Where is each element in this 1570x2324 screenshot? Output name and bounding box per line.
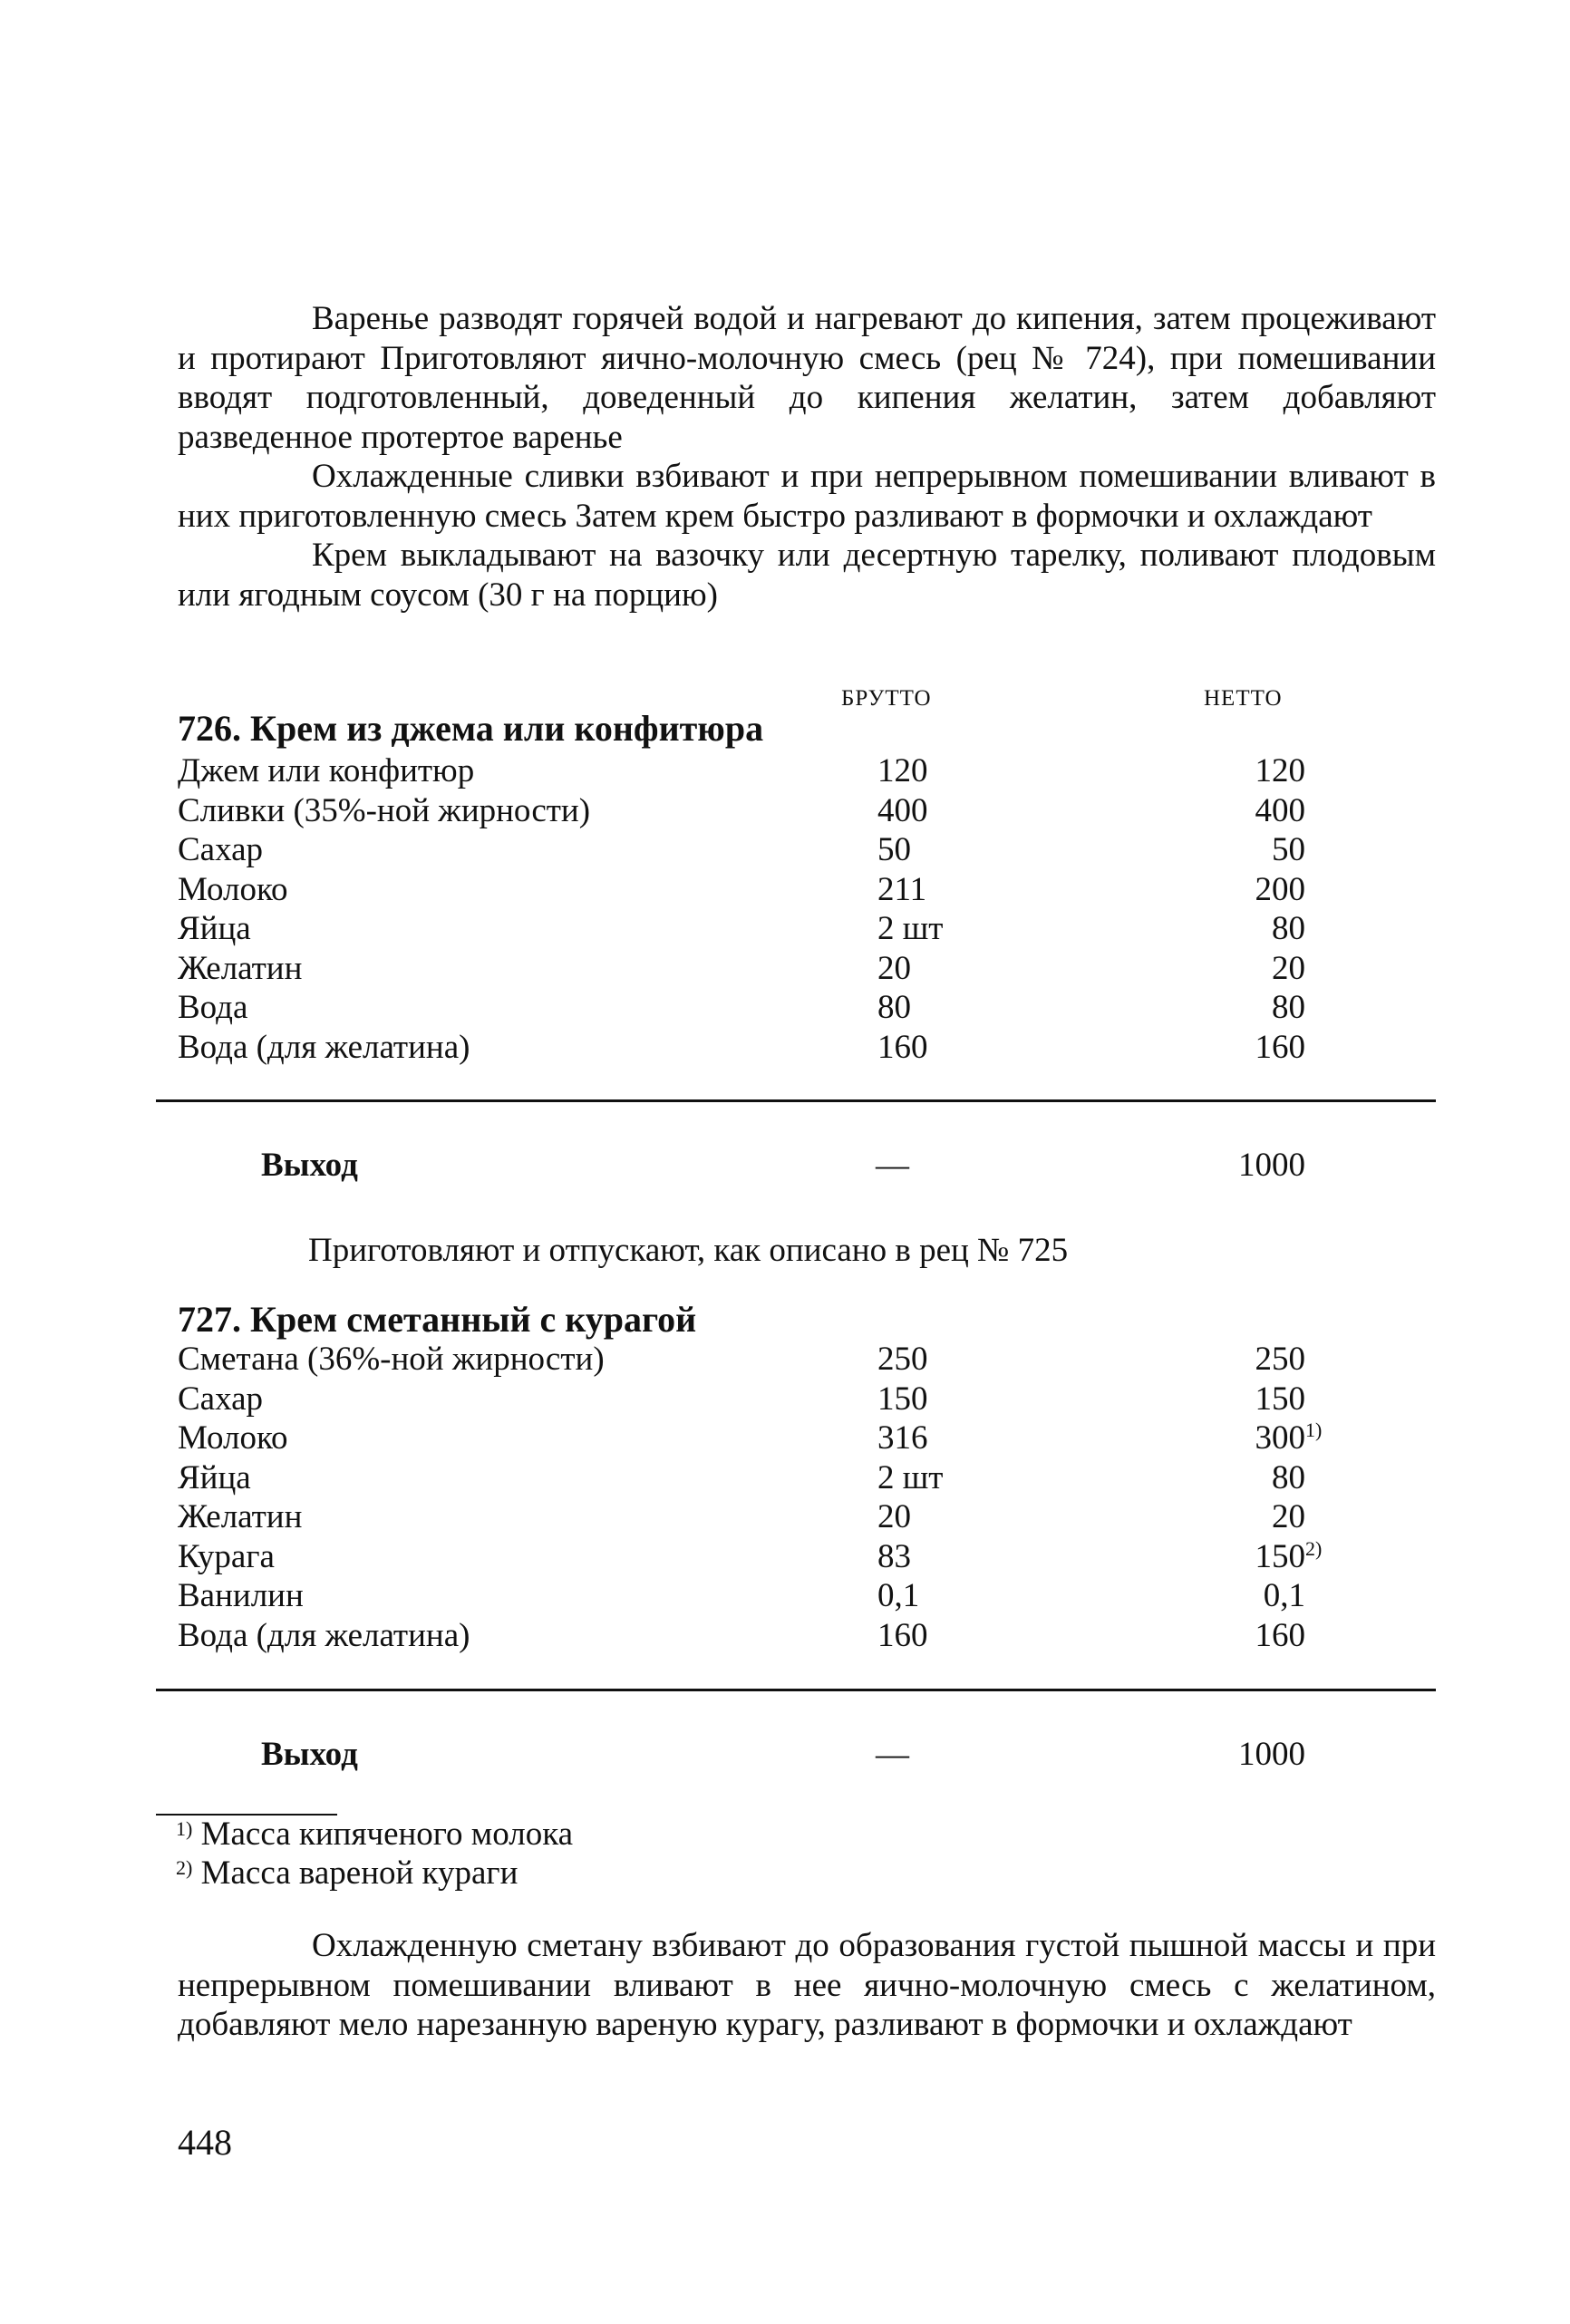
- ingredient-row: [0, 1576, 1570, 1615]
- ingredient-name: Курага: [178, 1537, 275, 1575]
- ingredient-name: Ванилин: [178, 1577, 304, 1614]
- ingredient-name: Сахар: [178, 831, 264, 868]
- ingredient-netto-value: 50: [1272, 831, 1305, 868]
- ingredient-name: Вода: [178, 989, 248, 1026]
- footnote-ref: 1): [1305, 1419, 1323, 1441]
- ingredient-name: Молоко: [178, 870, 288, 908]
- ingredient-netto: [1233, 1616, 1305, 1655]
- closing-text: [178, 1926, 1436, 2045]
- ingredient-row: [0, 1028, 1570, 1067]
- ingredient-netto-value: 80: [1272, 1458, 1305, 1496]
- page-number: 448: [178, 2122, 232, 2163]
- ingredient-netto-value: 300: [1255, 1419, 1305, 1457]
- ingredient-netto: [1233, 909, 1305, 948]
- ingredient-row: [0, 1537, 1570, 1576]
- ingredient-name: Молоко: [178, 1419, 288, 1457]
- ingredient-row: [0, 1340, 1570, 1379]
- ingredient-name: Сметана (36%-ной жирности): [178, 1341, 605, 1378]
- netto-header: НЕТТО: [1204, 686, 1283, 711]
- ingredient-row: [0, 949, 1570, 988]
- ingredient-row: [0, 1616, 1570, 1655]
- footnote-ref: 2): [1305, 1536, 1323, 1560]
- ingredient-netto-value: 250: [1255, 1341, 1305, 1378]
- ingredient-netto-value: 120: [1255, 752, 1305, 789]
- ingredient-netto: [1233, 988, 1305, 1027]
- ingredient-netto: [1233, 1340, 1305, 1379]
- ingredient-netto: [1233, 1380, 1305, 1419]
- ingredient-row: [0, 1380, 1570, 1419]
- ingredient-netto: [1233, 1536, 1323, 1576]
- recipe-726-yield-label: Выход: [261, 1147, 358, 1184]
- ingredient-brutto: 160: [877, 1028, 928, 1066]
- ingredient-brutto: 150: [877, 1380, 928, 1418]
- footnote-1-text: Масса кипяченого молока: [200, 1816, 574, 1853]
- ingredient-netto: [1233, 949, 1305, 988]
- ingredient-name: Желатин: [178, 949, 303, 987]
- recipe-727-yield-netto: 1000: [1238, 1736, 1305, 1773]
- ingredient-netto-value: 150: [1255, 1537, 1305, 1575]
- ingredient-brutto: 20: [877, 1498, 911, 1535]
- ingredient-netto-value: 80: [1272, 910, 1305, 947]
- ingredient-row: [0, 988, 1570, 1027]
- ingredient-name: Яйца: [178, 1458, 251, 1496]
- footnote-2-mark: 2): [176, 1856, 193, 1879]
- ingredient-netto-value: 20: [1272, 1498, 1305, 1535]
- closing-paragraph: Охлажденную сметану взбивают до образования густой пышной массы и при непрерывном помешивании вливают в нее яично-молочную смесь с желатином, добавляют мело нарезанную вареную курагу, разливают в формочки и охлаждают: [178, 1927, 1436, 2043]
- intro-text: [178, 299, 1436, 615]
- ingredient-brutto: 80: [877, 989, 911, 1026]
- footnote-2-text: Масса вареной кураги: [200, 1854, 518, 1892]
- ingredient-netto: [1233, 751, 1305, 790]
- ingredient-netto: [1233, 870, 1305, 909]
- recipe-726-divider: [156, 1099, 1436, 1102]
- ingredient-name: Вода (для желатина): [178, 1616, 470, 1654]
- ingredient-name: Вода (для желатина): [178, 1028, 470, 1066]
- ingredient-row: [0, 751, 1570, 790]
- intro-paragraph-2: Охлажденные сливки взбивают и при непрерывном помешивании вливают в них приготовленную смесь Затем крем быстро разливают в формочки и охлаждают: [178, 458, 1436, 535]
- ingredient-netto-value: 200: [1255, 870, 1305, 908]
- ingredient-brutto: 211: [877, 870, 927, 908]
- ingredient-brutto: 120: [877, 752, 928, 789]
- ingredient-brutto: 316: [877, 1419, 928, 1457]
- ingredient-netto: [1233, 1497, 1305, 1536]
- ingredient-row: [0, 870, 1570, 909]
- ingredient-row: [0, 1497, 1570, 1536]
- recipe-726-yield-brutto: —: [876, 1147, 909, 1184]
- brutto-header: БРУТТО: [841, 686, 932, 711]
- ingredient-netto-value: 150: [1255, 1380, 1305, 1418]
- ingredient-netto-value: 160: [1255, 1616, 1305, 1654]
- recipe-726-note: Приготовляют и отпускают, как описано в рец № 725: [308, 1232, 1069, 1269]
- ingredient-netto: [1233, 1419, 1323, 1457]
- ingredient-netto-value: 400: [1255, 791, 1305, 829]
- ingredient-netto-value: 0,1: [1263, 1577, 1305, 1614]
- ingredient-netto-value: 160: [1255, 1028, 1305, 1066]
- ingredient-name: Яйца: [178, 910, 251, 947]
- recipe-727-title: 727. Крем сметанный с курагой: [178, 1299, 697, 1340]
- footnote-2: [176, 1854, 518, 1893]
- footnote-1-mark: 1): [176, 1817, 193, 1840]
- ingredient-brutto: 400: [877, 791, 928, 829]
- ingredient-netto: [1233, 1458, 1305, 1497]
- ingredient-brutto: 83: [877, 1537, 911, 1575]
- ingredient-brutto: 160: [877, 1616, 928, 1654]
- ingredient-brutto: 2 шт: [877, 910, 944, 947]
- ingredient-netto: [1233, 1576, 1305, 1615]
- ingredient-netto-value: 20: [1272, 949, 1305, 987]
- footnote-1: [176, 1815, 573, 1854]
- ingredient-row: [0, 1458, 1570, 1497]
- ingredient-netto: [1233, 830, 1305, 869]
- ingredient-brutto: 2 шт: [877, 1458, 944, 1496]
- ingredient-brutto: 250: [877, 1341, 928, 1378]
- ingredient-netto: [1233, 1028, 1305, 1067]
- recipe-727-divider: [156, 1689, 1436, 1691]
- ingredient-row: [0, 909, 1570, 948]
- intro-paragraph-3: Крем выкладывают на вазочку или десертную тарелку, поливают плодовым или ягодным соусом (30 г на порцию): [178, 537, 1436, 614]
- ingredient-name: Желатин: [178, 1498, 303, 1535]
- recipe-727-yield-label: Выход: [261, 1736, 358, 1773]
- ingredient-brutto: 0,1: [877, 1577, 920, 1614]
- recipe-726-yield-netto: 1000: [1238, 1147, 1305, 1184]
- ingredient-netto: [1233, 791, 1305, 830]
- ingredient-name: Джем или конфитюр: [178, 752, 475, 789]
- ingredient-row: [0, 791, 1570, 830]
- ingredient-netto-value: 80: [1272, 989, 1305, 1026]
- ingredient-row: [0, 830, 1570, 869]
- intro-paragraph-1: Варенье разводят горячей водой и нагревают до кипения, затем процеживают и протирают Приготовляют яично-молочную смесь (рец № 724), при помешивании вводят подготовленный, доведенный до кипения желатин, затем добавляют разведенное протертое варенье: [178, 300, 1436, 456]
- ingredient-name: Сахар: [178, 1380, 264, 1418]
- ingredient-name: Сливки (35%-ной жирности): [178, 791, 591, 829]
- recipe-727-yield-brutto: —: [876, 1736, 909, 1773]
- ingredient-brutto: 50: [877, 831, 911, 868]
- ingredient-brutto: 20: [877, 949, 911, 987]
- recipe-726-title: 726. Крем из джема или конфитюра: [178, 708, 764, 749]
- ingredient-row: [0, 1419, 1570, 1457]
